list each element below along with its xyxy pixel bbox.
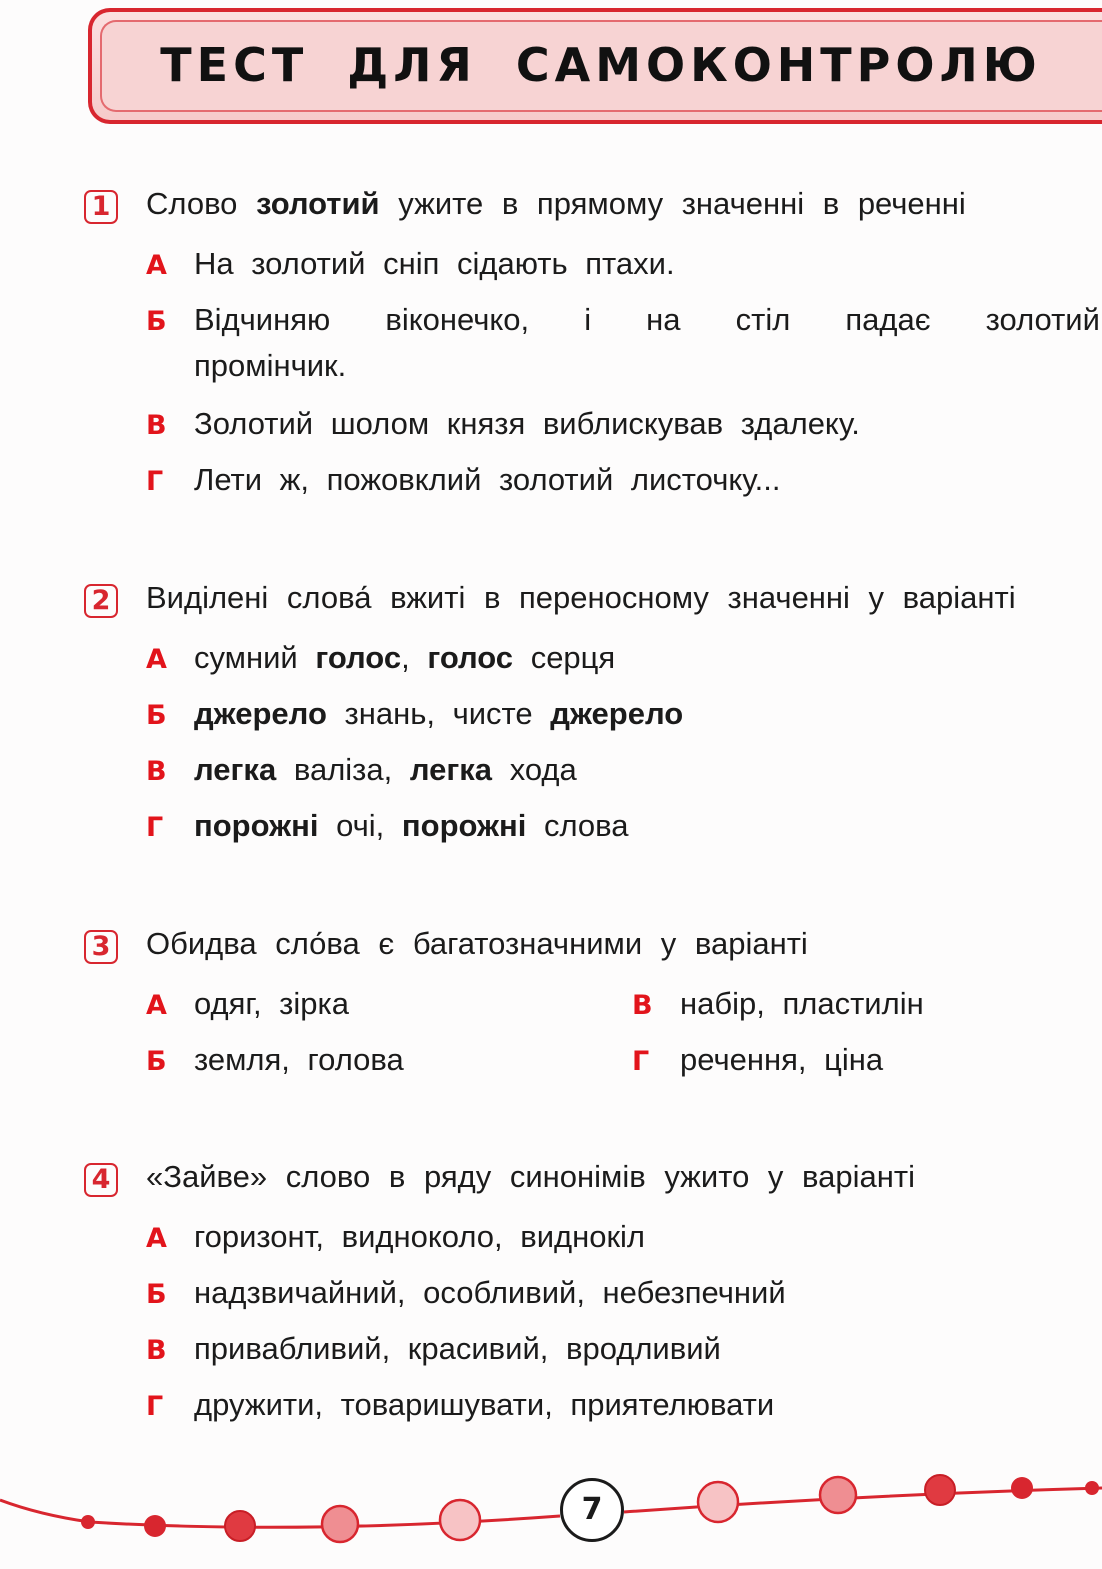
option-letter: А xyxy=(146,1223,167,1254)
page-number: 7 xyxy=(560,1478,624,1542)
option-letter: Б xyxy=(146,1279,167,1310)
page-title: ТЕСТ ДЛЯ САМОКОНТРОЛЮ xyxy=(160,38,1042,92)
option-text: одяг, зірка xyxy=(194,986,350,1021)
option-bold-word: джерело xyxy=(550,696,684,731)
option-bold-word: легка xyxy=(194,752,277,787)
option-letter: В xyxy=(632,990,653,1021)
option-letter: Г xyxy=(146,1391,164,1422)
option-bold-word: порожні xyxy=(194,808,319,843)
option-text: земля, голова xyxy=(194,1042,404,1077)
option-bold-word: джерело xyxy=(194,696,327,731)
question-text: Обидва сло́ва є багатозначними у варіанті xyxy=(146,926,808,961)
option-letter: А xyxy=(146,990,167,1021)
option-letter: В xyxy=(146,410,167,441)
option-text: Золотий шолом князя виблискував здалеку. xyxy=(194,406,860,441)
question-text-part: Слово xyxy=(146,186,238,221)
option-text: надзвичайний, особливий, небезпечний xyxy=(194,1275,786,1310)
option-letter: Г xyxy=(146,812,164,843)
option-letter: Г xyxy=(632,1046,650,1077)
option-word: сумний xyxy=(194,640,298,675)
question-number: 4 xyxy=(84,1163,118,1197)
option-word: хода xyxy=(509,752,577,787)
option-bold-word: легка xyxy=(409,752,493,787)
option-letter: А xyxy=(146,250,167,281)
footer-bead xyxy=(1085,1481,1099,1495)
option-word: стіл xyxy=(735,302,791,337)
option-text: речення, ціна xyxy=(680,1042,884,1077)
option-word: знань, чисте xyxy=(344,696,533,731)
option-word: і xyxy=(584,302,592,337)
footer-bead xyxy=(144,1515,166,1537)
question-text: Виділені слова́ вжиті в переносному значенні у варіанті xyxy=(146,580,1016,615)
option-word: серця xyxy=(530,640,616,675)
option-text: горизонт, видноколо, виднокіл xyxy=(194,1219,646,1254)
question-number: 1 xyxy=(84,190,118,224)
option-letter: Г xyxy=(146,466,164,497)
question-number: 2 xyxy=(84,584,118,618)
option-word: слова xyxy=(544,808,629,843)
option-letter: В xyxy=(146,1335,167,1366)
option-bold-word: голос xyxy=(315,640,402,675)
question-text-part: ужите в прямому значенні в реченні xyxy=(398,186,966,221)
option-word: падає xyxy=(845,302,931,337)
question-text-bold: золотий xyxy=(256,186,380,221)
option-bold-word: голос xyxy=(427,640,514,675)
option-text: дружити, товаришувати, приятелювати xyxy=(194,1387,775,1422)
option-letter: Б xyxy=(146,306,167,337)
option-text: привабливий, красивий, вродливий xyxy=(194,1331,721,1366)
footer-bead xyxy=(1011,1477,1033,1499)
footer-bead xyxy=(322,1506,358,1542)
option-separator: , xyxy=(401,640,410,675)
option-word: Відчиняю xyxy=(194,302,331,337)
option-letter: В xyxy=(146,756,167,787)
footer-bead xyxy=(225,1511,255,1541)
question-text: «Зайве» слово в ряду синонімів ужито у варіанті xyxy=(146,1159,915,1194)
footer-bead xyxy=(440,1500,480,1540)
footer-bead xyxy=(81,1515,95,1529)
option-text: Лети ж, пожовклий золотий листочку... xyxy=(194,462,781,497)
option-letter: Б xyxy=(146,1046,167,1077)
option-text: набір, пластилін xyxy=(680,986,924,1021)
footer-bead xyxy=(820,1477,856,1513)
option-word: валіза, xyxy=(293,752,393,787)
q1-option-b-line2: промінчик. xyxy=(194,348,347,383)
question-number: 3 xyxy=(84,930,118,964)
footer-bead xyxy=(925,1475,955,1505)
footer-bead xyxy=(698,1482,738,1522)
option-text: На золотий сніп сідають птахи. xyxy=(194,246,675,281)
option-word: очі, xyxy=(336,808,385,843)
option-letter: Б xyxy=(146,700,167,731)
option-word: на xyxy=(646,302,681,337)
option-bold-word: порожні xyxy=(401,808,527,843)
option-word: золотий xyxy=(985,302,1100,337)
option-word: віконечко, xyxy=(385,302,530,337)
option-letter: А xyxy=(146,644,167,675)
